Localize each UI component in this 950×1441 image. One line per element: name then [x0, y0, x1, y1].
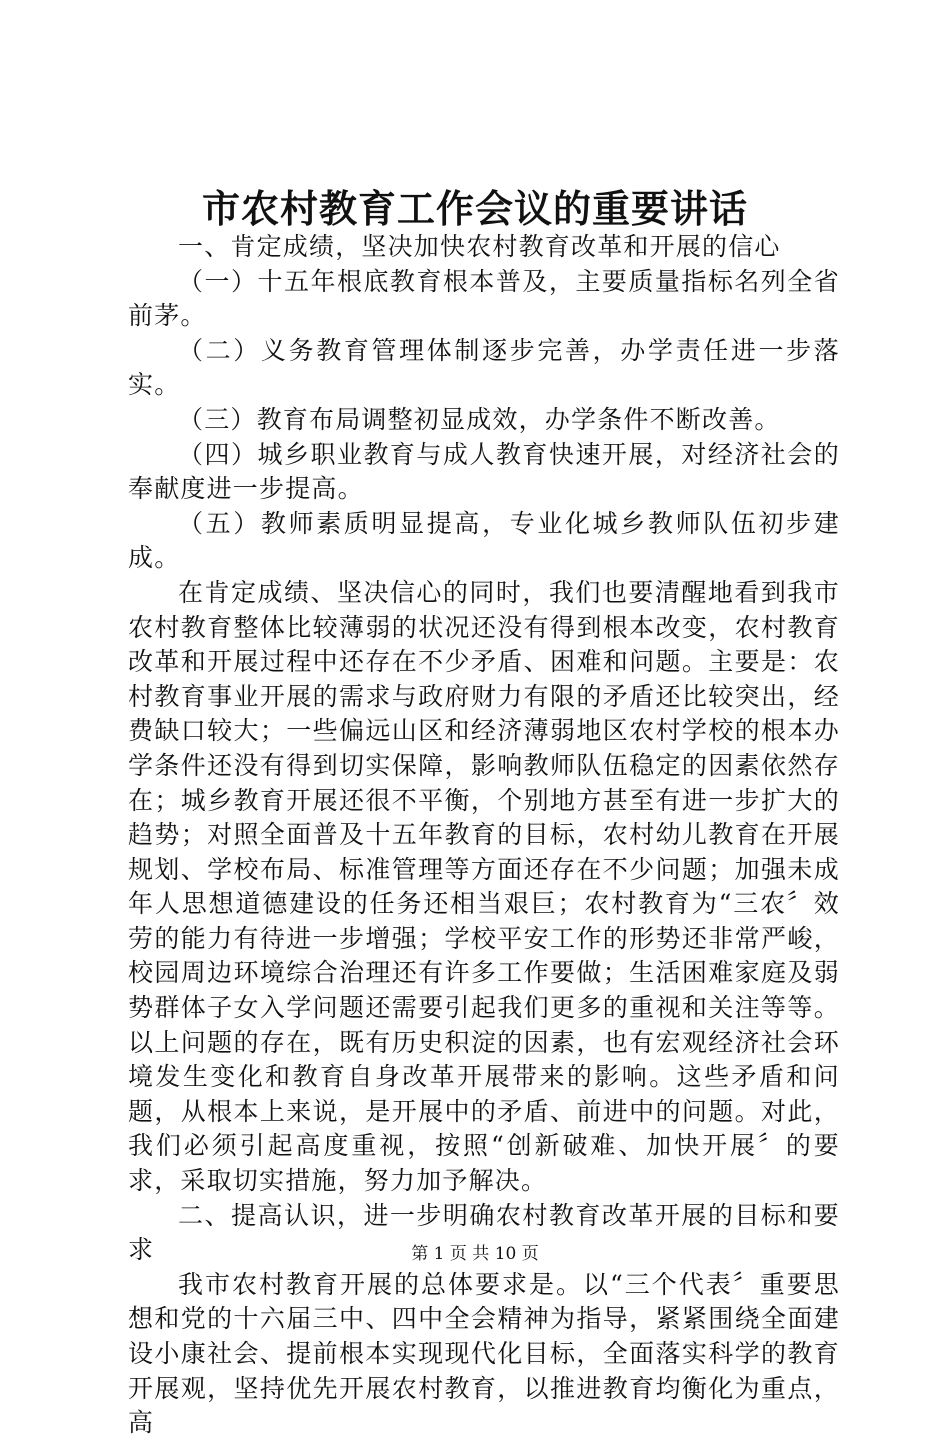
section-heading-2: 二、提高认识，进一步明确农村教育改革开展的目标和要求: [128, 1200, 840, 1265]
list-item-3: （三）教育布局调整初显成效，办学条件不断改善。: [178, 404, 781, 434]
section-heading-1: 一、肯定成绩，坚决加快农村教育改革和开展的信心: [178, 232, 781, 261]
page-number-footer: 第 1 页 共 10 页: [411, 1244, 539, 1264]
list-item-2: （二）义务教育管理体制逐步完善，办学责任进一步落实。: [128, 335, 840, 400]
list-item-5: （五）教师素质明显提高，专业化城乡教师队伍初步建成。: [128, 508, 840, 573]
body-paragraph-requirements: 我市农村教育开展的总体要求是。以“三个代表〞重要思想和党的十六届三中、四中全会精神为指导，紧紧围绕全面建设小康社会、提前根本实现现代化目标，全面落实科学的教育开展观，坚持优先开展农村教育，以推进教育均衡化为重点，高: [128, 1269, 840, 1438]
list-item-4: （四）城乡职业教育与成人教育快速开展，对经济社会的奉献度进一步提高。: [128, 439, 840, 504]
body-paragraph-problems: 在肯定成绩、坚决信心的同时，我们也要清醒地看到我市农村教育整体比较薄弱的状况还没有得到根本改变，农村教育改革和开展过程中还存在不少矛盾、困难和问题。主要是：农村教育事业开展的需求与政府财力有限的矛盾还比较突出，经费缺口较大；一些偏远山区和经济薄弱地区农村学校的根本办学条件还没有得到切实保障，影响教师队伍稳定的因素依然存在；城乡教育开展还很不平衡，个别地方甚至有进一步扩大的趋势；对照全面普及十五年教育的目标，农村幼儿教育在开展规划、学校布局、标准管理等方面还存在不少问题；加强未成年人思想道德建设的任务还相当艰巨；农村教育为“三农〞效劳的能力有待进一步增强；学校平安工作的形势还非常严峻，校园周边环境综合治理还有许多工作要做；生活困难家庭及弱势群体子女入学问题还需要引起我们更多的重视和关注等等。以上问题的存在，既有历史积淀的因素，也有宏观经济社会环境发生变化和教育自身改革开展带来的影响。这些矛盾和问题，从根本上来说，是开展中的矛盾、前进中的问题。对此，我们必须引起高度重视，按照“创新破难、加快开展〞的要求，采取切实措施，努力加予解决。: [128, 577, 840, 1196]
list-item-1: （一）十五年根底教育根本普及，主要质量指标名列全省前茅。: [128, 266, 840, 331]
document-title: 市农村教育工作会议的重要讲话: [201, 186, 748, 231]
